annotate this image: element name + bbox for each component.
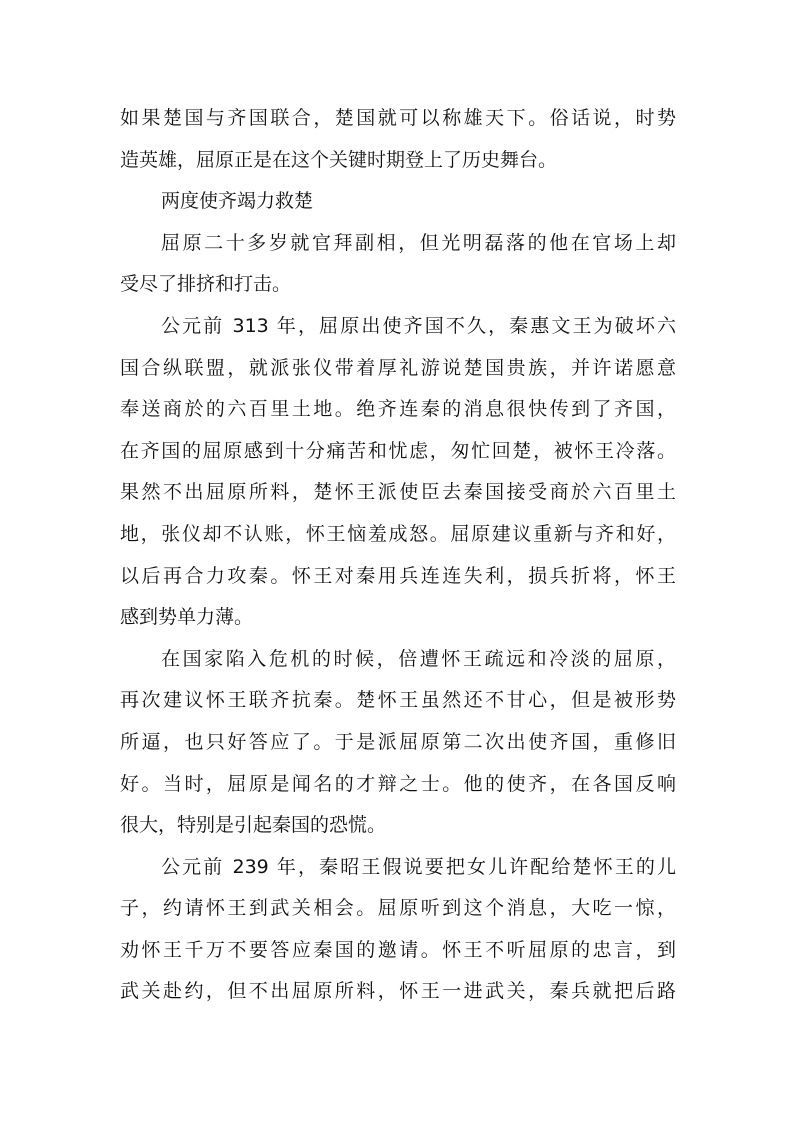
text-line: 好。当时，屈原是闻名的才辩之士。他的使齐，在各国反响 (120, 772, 676, 795)
text-line: 所逼，也只好答应了。于是派屈原第二次出使齐国，重修旧 (120, 730, 676, 753)
text-line: 如果楚国与齐国联合，楚国就可以称雄天下。俗话说，时势 (120, 107, 676, 129)
document-page (120, 98, 676, 1013)
text-line: 奉送商於的六百里土地。绝齐连秦的消息很快传到了齐国， (120, 398, 676, 421)
text-line: 果然不出屈原所料，楚怀王派使臣去秦国接受商於六百里土 (120, 481, 676, 504)
paragraph-first-line: 公元前 313 年，屈原出使齐国不久，秦惠文王为破坏六 (161, 314, 676, 337)
text-line: 感到势单力薄。 (120, 606, 254, 629)
paragraph-first-line: 在国家陷入危机的时候，倍遭怀王疏远和冷淡的屈原， (161, 647, 676, 670)
text-line: 造英雄，屈原正是在这个关键时期登上了历史舞台。 (120, 148, 558, 171)
paragraph-first-line: 两度使齐竭力救楚 (161, 190, 314, 213)
text-line: 受尽了排挤和打击。 (120, 273, 292, 296)
text-line: 子，约请怀王到武关相会。屈原听到这个消息，大吃一惊， (120, 897, 676, 920)
text-line: 劝怀王千万不要答应秦国的邀请。怀王不听屈原的忠言，到 (120, 938, 676, 961)
text-line: 国合纵联盟，就派张仪带着厚礼游说楚国贵族，并许诺愿意 (120, 356, 676, 379)
paragraph-first-line: 公元前 239 年，秦昭王假说要把女儿许配给楚怀王的儿 (161, 855, 676, 878)
text-line: 以后再合力攻秦。怀王对秦用兵连连失利，损兵折将，怀王 (120, 564, 676, 587)
text-line: 再次建议怀王联齐抗秦。楚怀王虽然还不甘心，但是被形势 (120, 689, 676, 712)
text-line: 在齐国的屈原感到十分痛苦和忧虑，匆忙回楚，被怀王冷落。 (120, 439, 676, 462)
paragraph-first-line: 屈原二十多岁就官拜副相，但光明磊落的他在官场上却 (161, 231, 676, 254)
text-line: 地，张仪却不认账，怀王恼羞成怒。屈原建议重新与齐和好， (120, 522, 676, 545)
text-line: 很大，特别是引起秦国的恐慌。 (120, 814, 387, 837)
text-line: 武关赴约，但不出屈原所料，怀王一进武关，秦兵就把后路 (120, 980, 676, 1003)
